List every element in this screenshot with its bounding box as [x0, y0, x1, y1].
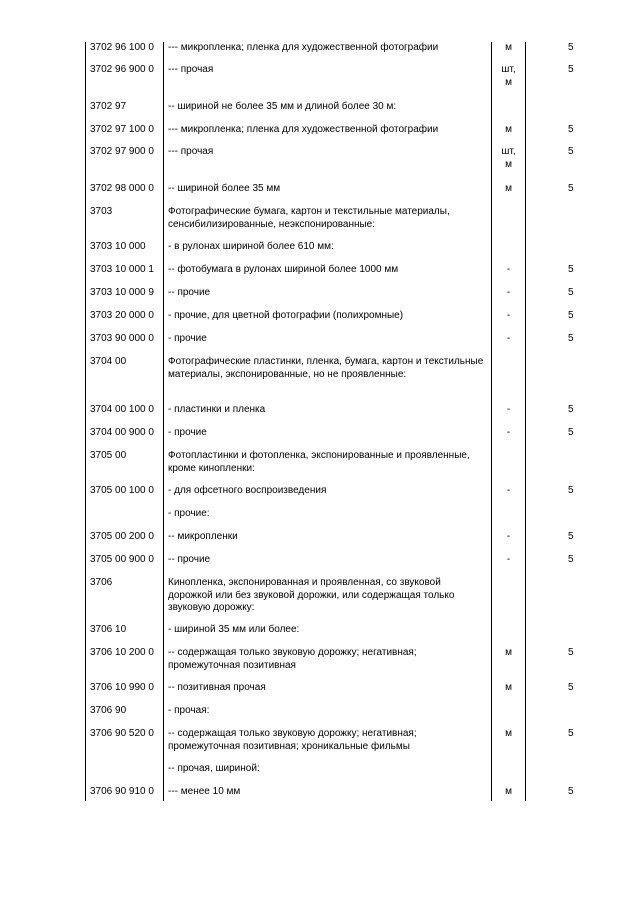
table-row [86, 287, 616, 310]
table-row [86, 427, 616, 450]
description-cell: - прочие [164, 333, 492, 356]
unit-cell: - [492, 427, 526, 450]
tariff-table-body [86, 42, 616, 801]
rate-cell [526, 450, 616, 485]
code-cell: 3704 00 900 0 [86, 427, 164, 450]
description-cell: --- прочая [164, 146, 492, 183]
table-row [86, 146, 616, 183]
rate-cell: 5 [526, 647, 616, 682]
table-row [86, 206, 616, 241]
unit-cell: м [492, 183, 526, 206]
table-row [86, 786, 616, 801]
rate-cell: 5 [526, 124, 616, 146]
rate-cell: 5 [526, 554, 616, 577]
description-cell: - шириной 35 мм или более: [164, 624, 492, 647]
unit-cell: - [492, 554, 526, 577]
code-cell: 3706 [86, 577, 164, 624]
unit-cell: м [492, 786, 526, 801]
unit-cell [492, 450, 526, 485]
code-cell: 3703 10 000 [86, 241, 164, 264]
description-cell: Фотографические бумага, картон и текстильные материалы, сенсибилизированные, неэкспонированные: [164, 206, 492, 241]
code-cell [86, 763, 164, 786]
table-row [86, 554, 616, 577]
unit-cell [492, 577, 526, 624]
description-cell: - прочая: [164, 705, 492, 728]
unit-cell [492, 624, 526, 647]
table-row [86, 705, 616, 728]
rate-cell: 5 [526, 287, 616, 310]
table-row [86, 450, 616, 485]
description-cell: -- шириной более 35 мм [164, 183, 492, 206]
code-cell: 3702 98 000 0 [86, 183, 164, 206]
description-cell: -- шириной не более 35 мм и длиной более 30 м: [164, 101, 492, 124]
table-row [86, 183, 616, 206]
code-cell: 3702 96 900 0 [86, 64, 164, 101]
unit-cell: м [492, 682, 526, 705]
rate-cell: 5 [526, 682, 616, 705]
description-cell: - прочие [164, 427, 492, 450]
unit-cell: - [492, 404, 526, 427]
description-cell: -- микропленки [164, 531, 492, 554]
code-cell: 3705 00 100 0 [86, 485, 164, 508]
description-cell: --- микропленка; пленка для художественной фотографии [164, 42, 492, 64]
unit-cell [492, 101, 526, 124]
description-cell: -- прочие [164, 287, 492, 310]
rate-cell [526, 356, 616, 404]
table-row [86, 508, 616, 531]
code-cell: 3706 10 200 0 [86, 647, 164, 682]
table-row [86, 647, 616, 682]
unit-cell: - [492, 310, 526, 333]
unit-cell [492, 705, 526, 728]
table-row [86, 241, 616, 264]
rate-cell [526, 705, 616, 728]
unit-cell: шт, м [492, 146, 526, 183]
table-row [86, 485, 616, 508]
rate-cell [526, 101, 616, 124]
code-cell: 3706 90 520 0 [86, 728, 164, 763]
rate-cell [526, 763, 616, 786]
unit-cell: м [492, 42, 526, 64]
description-cell: - для офсетного воспроизведения [164, 485, 492, 508]
table-row [86, 101, 616, 124]
description-cell: - прочие, для цветной фотографии (полихромные) [164, 310, 492, 333]
code-cell: 3702 97 900 0 [86, 146, 164, 183]
table-row [86, 624, 616, 647]
table-row [86, 728, 616, 763]
rate-cell [526, 241, 616, 264]
code-cell: 3706 90 910 0 [86, 786, 164, 801]
description-cell: - прочие: [164, 508, 492, 531]
code-cell: 3705 00 200 0 [86, 531, 164, 554]
table-row [86, 64, 616, 101]
rate-cell: 5 [526, 264, 616, 287]
description-cell: -- прочая, шириной: [164, 763, 492, 786]
code-cell: 3703 10 000 1 [86, 264, 164, 287]
unit-cell [492, 763, 526, 786]
rate-cell: 5 [526, 183, 616, 206]
description-cell: --- прочая [164, 64, 492, 101]
code-cell: 3704 00 [86, 356, 164, 404]
rate-cell: 5 [526, 310, 616, 333]
code-cell [86, 508, 164, 531]
description-cell: Кинопленка, экспонированная и проявленная, со звуковой дорожкой или без звуковой дорожки, или содержащая только звуковую дорожку: [164, 577, 492, 624]
rate-cell: 5 [526, 146, 616, 183]
code-cell: 3702 97 [86, 101, 164, 124]
description-cell: Фотографические пластинки, пленка, бумага, картон и текстильные материалы, экспонированные, но не проявленные: [164, 356, 492, 404]
rate-cell: 5 [526, 531, 616, 554]
rate-cell: 5 [526, 427, 616, 450]
unit-cell: - [492, 485, 526, 508]
table-row [86, 124, 616, 146]
description-cell: -- фотобумага в рулонах шириной более 1000 мм [164, 264, 492, 287]
description-cell: - в рулонах шириной более 610 мм: [164, 241, 492, 264]
rate-cell [526, 206, 616, 241]
unit-cell [492, 206, 526, 241]
rate-cell [526, 508, 616, 531]
code-cell: 3705 00 [86, 450, 164, 485]
unit-cell: - [492, 287, 526, 310]
table-row [86, 42, 616, 64]
rate-cell: 5 [526, 333, 616, 356]
unit-cell: шт, м [492, 64, 526, 101]
description-cell: -- позитивная прочая [164, 682, 492, 705]
table-row [86, 333, 616, 356]
table-row [86, 264, 616, 287]
description-cell: -- прочие [164, 554, 492, 577]
code-cell: 3703 [86, 206, 164, 241]
rate-cell: 5 [526, 485, 616, 508]
code-cell: 3703 20 000 0 [86, 310, 164, 333]
description-cell: Фотопластинки и фотопленка, экспонированные и проявленные, кроме кинопленки: [164, 450, 492, 485]
rate-cell: 5 [526, 64, 616, 101]
rate-cell [526, 624, 616, 647]
code-cell: 3705 00 900 0 [86, 554, 164, 577]
table-row [86, 310, 616, 333]
rate-cell: 5 [526, 728, 616, 763]
description-cell: --- микропленка; пленка для художественной фотографии [164, 124, 492, 146]
unit-cell: м [492, 647, 526, 682]
description-cell: -- содержащая только звуковую дорожку; негативная; промежуточная позитивная; хроникальные фильмы [164, 728, 492, 763]
table-row [86, 531, 616, 554]
table-row [86, 356, 616, 404]
code-cell: 3703 90 000 0 [86, 333, 164, 356]
code-cell: 3706 90 [86, 705, 164, 728]
tariff-table [85, 42, 616, 801]
rate-cell: 5 [526, 42, 616, 64]
rate-cell [526, 577, 616, 624]
table-row [86, 577, 616, 624]
code-cell: 3702 97 100 0 [86, 124, 164, 146]
table-row [86, 763, 616, 786]
unit-cell: м [492, 124, 526, 146]
unit-cell: - [492, 264, 526, 287]
unit-cell: - [492, 333, 526, 356]
code-cell: 3706 10 990 0 [86, 682, 164, 705]
table-row [86, 682, 616, 705]
code-cell: 3706 10 [86, 624, 164, 647]
code-cell: 3702 96 100 0 [86, 42, 164, 64]
description-cell: - пластинки и пленка [164, 404, 492, 427]
unit-cell: м [492, 728, 526, 763]
unit-cell [492, 508, 526, 531]
unit-cell [492, 356, 526, 404]
unit-cell: - [492, 531, 526, 554]
unit-cell [492, 241, 526, 264]
description-cell: --- менее 10 мм [164, 786, 492, 801]
code-cell: 3703 10 000 9 [86, 287, 164, 310]
rate-cell: 5 [526, 786, 616, 801]
rate-cell: 5 [526, 404, 616, 427]
code-cell: 3704 00 100 0 [86, 404, 164, 427]
table-row [86, 404, 616, 427]
description-cell: -- содержащая только звуковую дорожку; негативная; промежуточная позитивная [164, 647, 492, 682]
